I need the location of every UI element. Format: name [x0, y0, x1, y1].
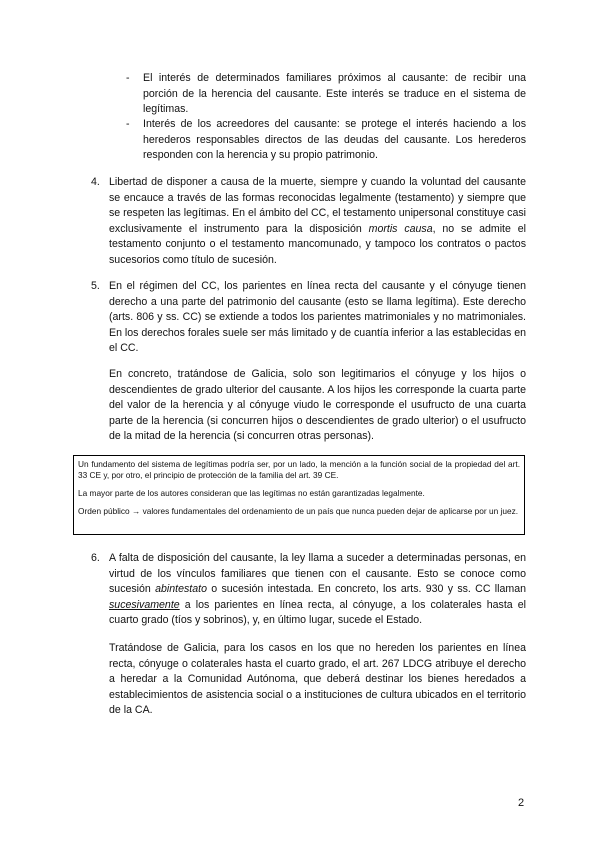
bullet-dash: - [126, 118, 130, 130]
italic-term: mortis causa [368, 222, 433, 235]
galicia-intestada-paragraph: Tratándose de Galicia, para los casos en los que no hereden los parientes en línea recta, cónyuge o colaterales hasta el cuarto grado, el art. 267 LDCG atribuye el derecho a heredar a la Comunidad Autónoma, que deberá destinar los bienes heredados a establecimientos de asistencia social o a instituciones de cultura ubicados en el territorio de la CA. [109, 642, 526, 716]
note-paragraph: Orden público → valores fundamentales del ordenamiento de un país que nunca pueden dejar de aplicarse por un juez. [78, 506, 519, 516]
note-box [73, 455, 525, 535]
bullet-item [126, 71, 526, 118]
item-number: 4. [91, 176, 100, 188]
item-text: A falta de disposición del causante, la ley llama a suceder a determinadas personas, en virtud de los vínculos familiares que tienen con el causante. Esto se conoce como sucesión abintestato o sucesión intestada. En concreto, los arts. 930 y ss. CC llaman sucesivamente a los parientes en línea recta, al cónyuge, a los colaterales hasta el cuarto grado (tíos y sobrinos), y, en último lugar, sucede el Estado. [109, 552, 526, 626]
numbered-item-5 [91, 279, 526, 357]
bullet-item [126, 117, 526, 164]
item-number: 6. [91, 552, 100, 564]
numbered-item-6 [91, 551, 526, 629]
bullet-dash: - [126, 72, 130, 84]
item-text: En el régimen del CC, los parientes en línea recta del causante y el cónyuge tienen derecho a una parte del patrimonio del causante (esto se llama legítima). Este derecho (arts. 806 y ss. CC) se extiende a todos los parientes matrimoniales y no matrimoniales. En los derechos forales suele ser más limitado y de cuantía inferior a las establecidas en el CC. [109, 280, 526, 354]
note-paragraph: La mayor parte de los autores consideran que las legítimas no están garantizadas legalmente. [78, 488, 425, 498]
item-number: 5. [91, 280, 100, 292]
note-paragraph: Un fundamento del sistema de legítimas podría ser, por un lado, la mención a la función social de la propiedad del art. 33 CE y, por otro, el principio de protección de la familia del art. 39 CE. [78, 459, 520, 480]
bullet-text: El interés de determinados familiares próximos al causante: de recibir una porción de la herencia del causante. Este interés se traduce en el sistema de legítimas. [143, 72, 526, 115]
numbered-item-4 [91, 175, 526, 268]
italic-term: abintestato [155, 583, 207, 595]
bullet-text: Interés de los acreedores del causante: se protege el interés haciendo a los herederos responsables directos de las deudas del causante. Los herederos responden con la herencia y su propio patrimonio. [143, 118, 526, 161]
page-number: 2 [518, 797, 525, 809]
galicia-legitima-paragraph: En concreto, tratándose de Galicia, solo son legitimarios el cónyuge y los hijos o descendientes de grado ulterior del causante. A los hijos les corresponde la cuarta parte del valor de la herencia y al cónyuge viudo le corresponde el usufructo de una cuarta parte de la herencia (si concurren hijos o descendientes de grado ulterior) o el usufructo de la mitad de la herencia (si concurren otras personas). [109, 368, 526, 442]
underlined-term: sucesivamente [109, 598, 180, 611]
item-text: Libertad de disponer a causa de la muerte, siempre y cuando la voluntad del causante se encauce a través de las formas reconocidas legalmente (testamento) y siempre que se respeten las legítimas. En el ámbito del CC, el testamento unipersonal constituye casi exclusivamente el instrumento para la disposición mortis causa, no se admite el testamento conjunto o el testamento mancomunado, y tampoco los contratos o pactos sucesorios como título de sucesión. [109, 176, 526, 266]
